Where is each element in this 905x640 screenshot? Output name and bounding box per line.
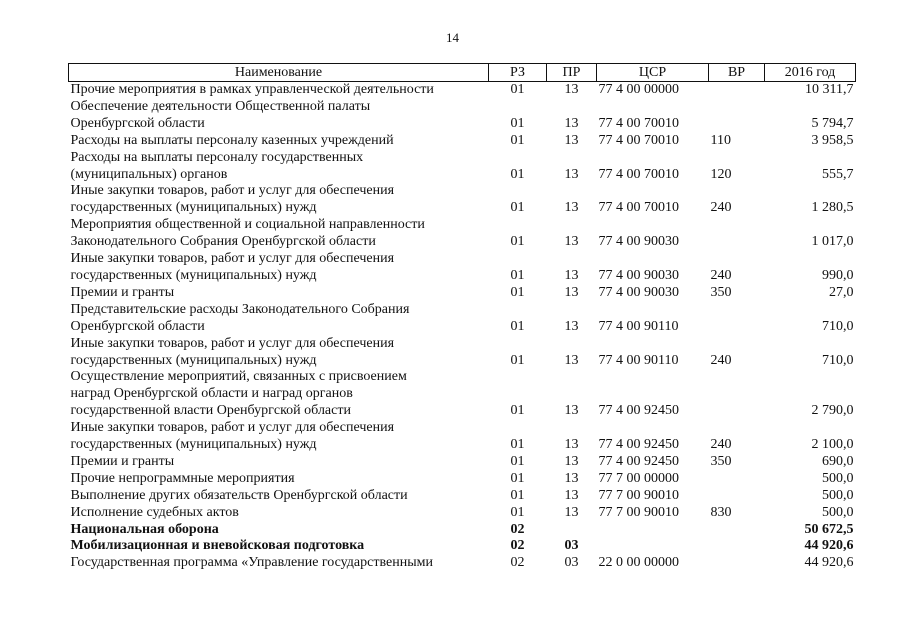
table-row [69, 488, 856, 505]
row-pr: 03 [564, 538, 579, 554]
row-csr: 77 4 00 92450 [598, 453, 679, 469]
budget-table [68, 63, 856, 572]
row-sum: 1 280,5 [811, 200, 854, 216]
row-name: Прочие непрограммные мероприятия [70, 470, 295, 486]
row-csr: 77 4 00 90030 [598, 234, 679, 250]
row-vr [709, 522, 765, 539]
row-pr: 13 [564, 403, 579, 419]
row-rz: 01 [510, 487, 525, 503]
row-sum: 1 017,0 [811, 234, 854, 250]
row-rz: 01 [510, 132, 525, 148]
row-csr: 77 4 00 90110 [598, 318, 679, 334]
row-csr: 77 4 00 92450 [598, 403, 679, 419]
table-row [69, 420, 856, 454]
row-rz: 02 [510, 555, 525, 571]
row-sum: 555,7 [822, 166, 854, 182]
table-row [69, 302, 856, 336]
row-csr: 77 7 00 90010 [598, 504, 679, 520]
row-csr: 77 4 00 90030 [598, 267, 679, 283]
row-name: Исполнение судебных актов [70, 504, 239, 520]
row-name: Осуществление мероприятий, связанных с присвоением наград Оренбургской области и наград органов государственной власти Оренбургской области [70, 369, 407, 419]
row-csr: 77 7 00 00000 [598, 470, 679, 486]
row-sum: 50 672,5 [804, 521, 854, 537]
row-csr: 77 4 00 70010 [598, 132, 679, 148]
row-rz: 01 [510, 318, 525, 334]
row-sum: 5 794,7 [811, 115, 854, 131]
row-pr: 13 [564, 82, 579, 97]
row-csr: 77 4 00 90030 [598, 284, 679, 300]
table-row [69, 522, 856, 539]
row-pr: 13 [564, 132, 579, 148]
row-sum: 500,0 [822, 470, 854, 486]
row-rz: 01 [510, 453, 525, 469]
row-name: Мероприятия общественной и социальной направленности Законодательного Собрания Оренбургской области [70, 217, 425, 250]
row-pr [547, 522, 597, 539]
table-row [69, 505, 856, 522]
row-sum: 500,0 [822, 487, 854, 503]
row-sum: 44 920,6 [804, 555, 854, 571]
table-row [69, 336, 856, 370]
row-pr: 13 [564, 352, 579, 368]
row-pr: 13 [564, 470, 579, 486]
table-header-row [69, 64, 856, 82]
row-pr: 13 [564, 115, 579, 131]
row-pr: 13 [564, 437, 579, 453]
page-number: 14 [446, 30, 459, 45]
row-vr [709, 471, 765, 488]
row-vr [709, 82, 765, 99]
row-sum: 10 311,7 [805, 82, 854, 97]
header-pr: ПР [547, 64, 597, 82]
table-row [69, 369, 856, 420]
row-vr: 240 [710, 352, 732, 368]
row-vr: 830 [710, 504, 732, 520]
table-row [69, 150, 856, 184]
row-pr: 13 [564, 200, 579, 216]
row-vr: 240 [710, 437, 732, 453]
row-name: Национальная оборона [70, 521, 219, 537]
row-rz: 01 [510, 166, 525, 182]
row-rz: 02 [510, 521, 525, 537]
table-row [69, 471, 856, 488]
header-name: Наименование [69, 64, 489, 82]
row-csr [597, 538, 709, 555]
row-rz: 01 [510, 200, 525, 216]
row-vr [709, 99, 765, 133]
row-rz: 01 [510, 82, 525, 97]
row-rz: 01 [510, 504, 525, 520]
row-name: Премии и гранты [70, 453, 175, 469]
row-csr [597, 522, 709, 539]
header-sum: 2016 год [765, 64, 856, 82]
row-vr: 240 [710, 200, 732, 216]
row-rz: 01 [510, 115, 525, 131]
row-csr: 77 4 00 92450 [598, 437, 679, 453]
row-name: Расходы на выплаты персоналу казенных учреждений [70, 132, 394, 148]
row-csr: 77 4 00 70010 [598, 200, 679, 216]
table-row [69, 555, 856, 572]
row-sum: 2 100,0 [811, 437, 854, 453]
row-vr: 110 [710, 132, 731, 148]
row-sum: 690,0 [822, 453, 854, 469]
row-sum: 710,0 [822, 318, 854, 334]
header-csr: ЦСР [597, 64, 709, 82]
row-rz: 01 [510, 234, 525, 250]
row-pr: 13 [564, 453, 579, 469]
row-name: Иные закупки товаров, работ и услуг для обеспечения государственных (муниципальных) нужд [70, 335, 395, 368]
row-rz: 02 [510, 538, 525, 554]
row-vr: 240 [710, 267, 732, 283]
row-rz: 01 [510, 284, 525, 300]
row-sum: 710,0 [822, 352, 854, 368]
row-csr: 77 4 00 70010 [598, 115, 679, 131]
row-sum: 27,0 [829, 284, 854, 300]
row-rz: 01 [510, 403, 525, 419]
row-vr: 120 [710, 166, 732, 182]
row-vr [709, 302, 765, 336]
row-rz: 01 [510, 437, 525, 453]
header-vr: ВР [709, 64, 765, 82]
row-name: Иные закупки товаров, работ и услуг для обеспечения государственных (муниципальных) нужд [70, 251, 395, 283]
row-pr: 13 [564, 504, 579, 520]
table-row [69, 99, 856, 133]
row-csr: 77 7 00 90010 [598, 487, 679, 503]
row-rz: 01 [510, 267, 525, 283]
table-row [69, 454, 856, 471]
row-pr: 13 [564, 267, 579, 283]
row-name: Государственная программа «Управление государственными [70, 555, 433, 571]
row-name: Иные закупки товаров, работ и услуг для обеспечения государственных (муниципальных) нужд [70, 420, 395, 453]
row-vr [709, 555, 765, 572]
row-name: Обеспечение деятельности Общественной палаты Оренбургской области [70, 98, 371, 131]
row-vr [709, 369, 765, 420]
row-rz: 01 [510, 470, 525, 486]
row-name: Мобилизационная и вневойсковая подготовка [70, 538, 365, 554]
table-row [69, 538, 856, 555]
row-csr: 22 0 00 00000 [598, 555, 679, 571]
table-body [69, 82, 856, 573]
row-sum: 500,0 [822, 504, 854, 520]
row-csr: 77 4 00 70010 [598, 166, 679, 182]
table-row [69, 82, 856, 99]
row-sum: 3 958,5 [811, 132, 854, 148]
row-pr: 13 [564, 234, 579, 250]
row-sum: 990,0 [822, 267, 854, 283]
row-sum: 44 920,6 [804, 538, 854, 554]
row-csr: 77 4 00 90110 [598, 352, 679, 368]
row-name: Выполнение других обязательств Оренбургской области [70, 487, 408, 503]
row-vr: 350 [710, 284, 732, 300]
row-rz: 01 [510, 352, 525, 368]
row-pr: 13 [564, 166, 579, 182]
table-row [69, 183, 856, 217]
table-row [69, 133, 856, 150]
row-name: Представительские расходы Законодательного Собрания Оренбургской области [70, 301, 410, 334]
table-row [69, 285, 856, 302]
row-csr: 77 4 00 00000 [598, 82, 679, 97]
row-vr: 350 [710, 453, 732, 469]
row-name: Премии и гранты [70, 284, 175, 300]
row-name: Прочие мероприятия в рамках управленческой деятельности [70, 82, 434, 97]
header-rz: РЗ [489, 64, 547, 82]
row-name: Расходы на выплаты персоналу государственных (муниципальных) органов [70, 149, 364, 182]
row-sum: 2 790,0 [811, 403, 854, 419]
row-vr [709, 488, 765, 505]
row-pr: 13 [564, 487, 579, 503]
row-pr: 03 [564, 555, 579, 571]
row-pr: 13 [564, 284, 579, 300]
row-name: Иные закупки товаров, работ и услуг для обеспечения государственных (муниципальных) нужд [70, 183, 395, 216]
row-vr [709, 217, 765, 251]
table-row [69, 217, 856, 251]
table-row [69, 251, 856, 285]
row-vr [709, 538, 765, 555]
row-pr: 13 [564, 318, 579, 334]
